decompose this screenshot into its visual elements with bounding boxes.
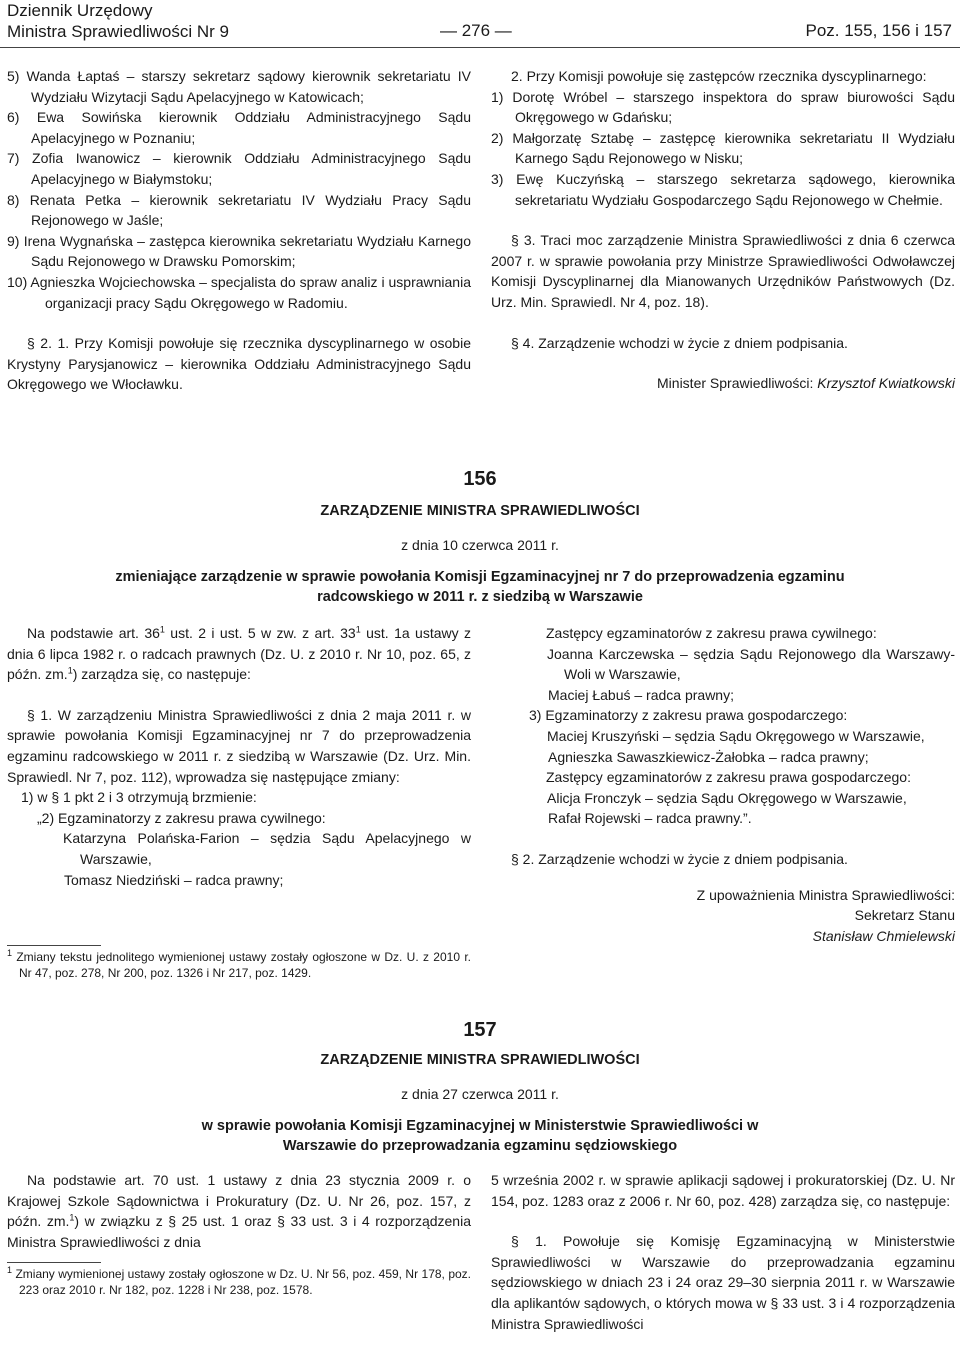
top-left-column — [7, 66, 471, 395]
list-item: 1) Dorotę Wróbel – starszego inspektora do spraw biurowości Sądu Okręgowego w Gdańsku; — [491, 88, 955, 126]
list-item: Maciej Kruszyński – sędzia Sądu Okręgowego w Warszawie, — [547, 727, 925, 744]
act-subject: w sprawie powołania Komisji Egzaminacyjnej w Ministerstwie Sprawiedliwości w Warszawie do przeprowadzania egzaminu sędziowskiego — [201, 1118, 759, 1154]
signature-line-1: Z upoważnienia Ministra Sprawiedliwości: — [696, 886, 955, 903]
signature-name: Krzysztof Kwiatkowski — [817, 375, 955, 392]
list-item: 3) Egzaminatorzy z zakresu prawa gospodarczego: — [529, 707, 848, 724]
paragraph-2-intro: 2. Przy Komisji powołuje się zastępców rzecznika dyscyplinarnego: — [511, 68, 927, 84]
act-157-heading — [0, 1018, 960, 1156]
signature-name: Stanisław Chmielewski — [812, 927, 955, 944]
footnote-rule — [7, 945, 101, 946]
paragraph-2: § 2. 1. Przy Komisji powołuje się rzecznika dyscyplinarnego w osobie Krystyny Parysjanowicz – kierownika Oddziału Administracyjnego Sądu Okręgowego we Włocławku. — [7, 335, 471, 393]
list-item: 7) Zofia Iwanowicz – kierownik Oddziału Administracyjnego Sądu Apelacyjnego w Białymstoku; — [7, 150, 471, 187]
act-subject: zmieniające zarządzenie w sprawie powołania Komisji Egzaminacyjnej nr 7 do przeprowadzenia egzaminu radcowskiego w 2011 r. z siedzibą w Warszawie — [115, 569, 845, 605]
act-number: 157 — [463, 1019, 497, 1041]
list-item: Zastępcy egzaminatorów z zakresu prawa gospodarczego: — [546, 769, 911, 786]
footnote-rule — [7, 1262, 101, 1263]
list-item: 3) Ewę Kuczyńską – starszego sekretarza sądowego, kierownika sekretariatu Wydziału Gospodarczego Sądu Rejonowego w Chełmie. — [491, 170, 955, 208]
footnote: $^1$ Zmiany wymienionej ustawy zostały ogłoszone w Dz. U. Nr 56, poz. 459, Nr 178, poz. 223 oraz 2010 r. Nr 182, poz. 1228 i Nr 238, poz. 1578. — [7, 1265, 471, 1297]
top-right-column — [491, 66, 955, 394]
paragraph-1: § 1. Powołuje się Komisję Egzaminacyjną w Ministerstwie Sprawiedliwości w Warszawie do przeprowadzania egzaminu sędziowskiego w dniach 23 i 24 oraz 29–30 sierpnia 2011 r. w Warszawie dla aplikantów sądowych, o których mowa w § 33 ust. 3 i 4 rozporządzenia Ministra Sprawiedliwości — [491, 1233, 955, 1332]
signature-line-2: Sekretarz Stanu — [854, 907, 955, 924]
act-title: ZARZĄDZENIE MINISTRA SPRAWIEDLIWOŚCI — [320, 1052, 640, 1068]
act-156-left-column — [7, 623, 471, 890]
paragraph-4: § 4. Zarządzenie wchodzi w życie z dniem podpisania. — [511, 334, 848, 351]
list-item: 10) Agnieszka Wojciechowska – specjalista do spraw analiz i usprawniania organizacji pracy Sądu Okręgowego w Radomiu. — [7, 273, 471, 311]
act-date: z dnia 27 czerwca 2011 r. — [401, 1086, 559, 1102]
footnote: $^1$ Zmiany tekstu jednolitego wymienionej ustawy zostały ogłoszone w Dz. U. z 2010 r. Nr 47, poz. 278, Nr 200, poz. 1326 i Nr 217, poz. 1429. — [7, 948, 471, 980]
paragraph-2: § 2. Zarządzenie wchodzi w życie z dniem podpisania. — [511, 850, 848, 867]
act-156-right-column — [491, 623, 955, 946]
list-item: Alicja Fronczyk – sędzia Sądu Okręgowego w Warszawie, — [547, 789, 907, 806]
list-item: 2) Małgorzatę Sztabę – zastępcę kierownika sekretariatu II Wydziału Karnego Sądu Rejonowego w Nisku; — [491, 129, 955, 167]
paragraph-3: § 3. Traci moc zarządzenie Ministra Sprawiedliwości z dnia 6 czerwca 2007 r. w sprawie powołania przy Ministrze Sprawiedliwości Odwoławczej Komisji Dyscyplinarnej dla Mianowanych Urzędników Państwowych (Dz. Urz. Min. Sprawiedl. Nr 4, poz. 18). — [491, 232, 955, 310]
change-item: 1) w § 1 pkt 2 i 3 otrzymują brzmienie: — [21, 789, 257, 806]
change-item: „2) Egzaminatorzy z zakresu prawa cywilnego: — [37, 809, 326, 826]
legal-basis: Na podstawie art. $36^1$ ust. 2 i ust. 5 w zw. z art. $33^1$ ust. 1a ustawy z dnia 6 lipca 1982 r. o radcach prawnych (Dz. U. z 2010 r. Nr 10, poz. 65, z późn. zm.$^1$) zarządza się, co następuje: — [7, 624, 472, 683]
list-item: Agnieszka Sawaszkiewicz-Żałobka – radca prawny; — [548, 748, 869, 765]
list-item: 9) Irena Wygnańska – zastępca kierownika sekretariatu Wydziału Karnego Sądu Rejonowego w Drawsku Pomorskim; — [7, 232, 471, 270]
header-journal: Dziennik Urzędowy — [7, 1, 153, 20]
list-item: 6) Ewa Sowińska kierownik Oddziału Administracyjnego Sądu Apelacyjnego w Poznaniu; — [7, 109, 471, 146]
act-156-heading — [0, 467, 960, 607]
list-item: 8) Renata Petka – kierownik sekretariatu IV Wydziału Pracy Sądu Rejonowego w Jaśle; — [7, 191, 471, 229]
act-title: ZARZĄDZENIE MINISTRA SPRAWIEDLIWOŚCI — [320, 503, 640, 519]
legal-basis-continued: 5 września 2002 r. w sprawie aplikacji sądowej i prokuratorskiej (Dz. U. Nr 154, poz. 1283 oraz z 2006 r. Nr 60, poz. 428) zarządza się, co następuje: — [491, 1172, 955, 1209]
signature — [491, 373, 955, 394]
paragraph-1: § 1. W zarządzeniu Ministra Sprawiedliwości z dnia 2 maja 2011 r. w sprawie powołania Komisji Egzaminacyjnej nr 7 do przeprowadzenia egzaminu radcowskiego w 2011 r. z siedzibą w Warszawie (Dz. Urz. Min. Sprawiedl. Nr 7, poz. 112), wprowadza się następujące zmiany: — [7, 706, 471, 785]
header-rule — [0, 47, 960, 48]
list-item: 5) Wanda Łaptaś – starszy sekretarz sądowy kierownik sekretariatu IV Wydziału Wizytacji Sądu Apelacyjnego w Katowicach; — [7, 68, 471, 105]
header-page-number: — 276 — — [440, 21, 512, 40]
act-date: z dnia 10 czerwca 2011 r. — [401, 537, 559, 553]
list-item: Rafał Rojewski – radca prawny.”. — [548, 810, 752, 827]
header-positions: Poz. 155, 156 i 157 — [805, 21, 952, 40]
list-item: Maciej Łabuś – radca prawny; — [548, 686, 734, 703]
header-ministry: Ministra Sprawiedliwości Nr 9 — [7, 22, 230, 41]
act-157-right-column — [491, 1170, 955, 1334]
legal-basis: Na podstawie art. 70 ust. 1 ustawy z dnia 23 stycznia 2009 r. o Krajowej Szkole Sądownictwa i Prokuratury (Dz. U. Nr 26, poz. 157, z późn. zm.$^1$) w związku z § 25 ust. 1 oraz § 33 ust. 3 i 4 rozporządzenia Ministra Sprawiedliwości z dnia — [7, 1172, 471, 1250]
act-number: 156 — [463, 468, 497, 490]
list-item: Tomasz Niedziński – radca prawny; — [64, 871, 284, 888]
signature-role: Minister Sprawiedliwości: — [657, 375, 818, 392]
list-item: Zastępcy egzaminatorów z zakresu prawa cywilnego: — [546, 625, 877, 641]
list-item: Joanna Karczewska – sędzia Sądu Rejonowego dla Warszawy-Woli w Warszawie, — [547, 645, 955, 683]
act-157-left-column — [7, 1170, 471, 1252]
list-item: Katarzyna Polańska-Farion – sędzia Sądu Apelacyjnego w Warszawie, — [63, 830, 471, 867]
